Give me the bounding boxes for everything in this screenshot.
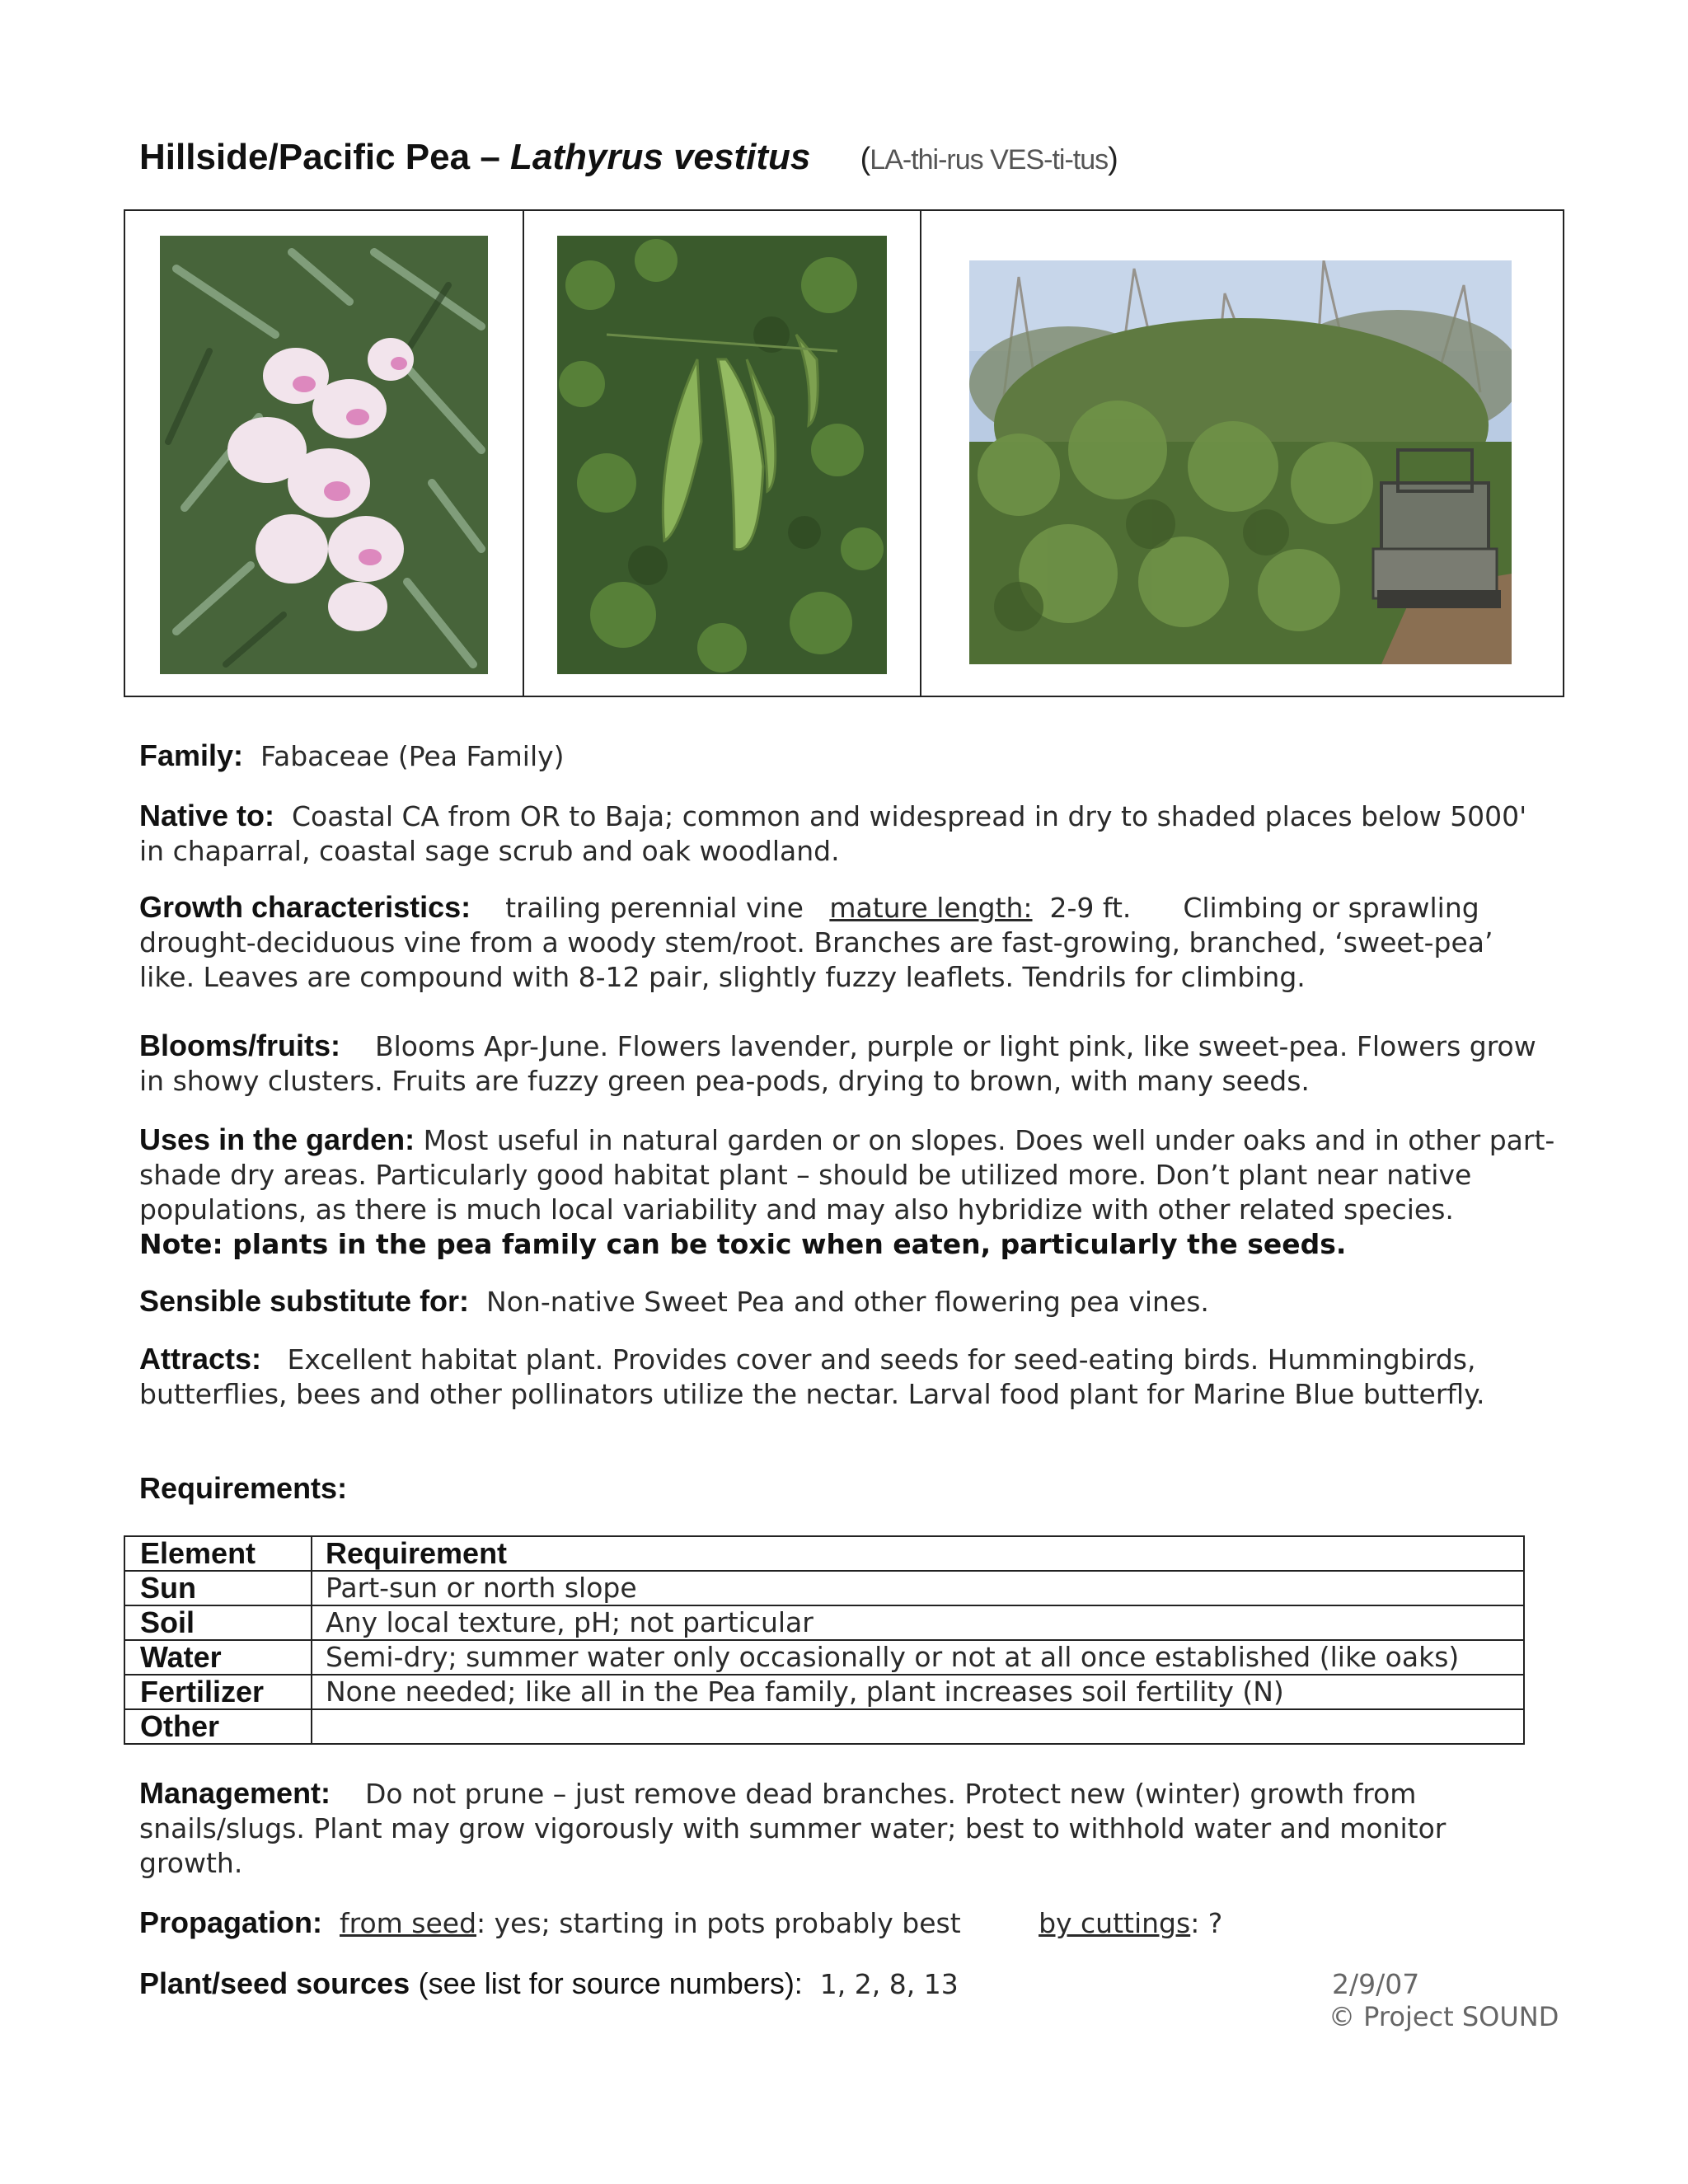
by-cuttings-value: : ? (1190, 1907, 1223, 1939)
by-cuttings-label: by cuttings (1039, 1907, 1191, 1939)
propagation-section (139, 1905, 1557, 1941)
table-row (124, 1605, 1524, 1640)
requirements-heading (139, 1471, 1557, 1507)
photo-cell-flowers (125, 211, 524, 696)
pronunciation: (LA-thi-rus VES-ti-tus) (860, 142, 1118, 176)
requirements-table (124, 1535, 1525, 1745)
element-cell: Sun (124, 1571, 312, 1605)
element-cell: Fertilizer (124, 1675, 312, 1709)
table-row (124, 1709, 1524, 1744)
requirements-label: Requirements: (139, 1471, 348, 1505)
growth-text: Climbing or sprawling drought-deciduous vine from a woody stem/root. Branches are fast-growing, branched, ‘sweet-pea’ like. Leaves are compound with 8-12 pair, slightly fuzzy leaflets. Tendrils for climbing. (139, 892, 1493, 993)
management-label: Management: (139, 1776, 331, 1810)
sources-note: (see list for source numbers): (418, 1966, 803, 2000)
photo-table (124, 209, 1564, 697)
element-cell: Other (124, 1709, 312, 1744)
attracts-text: Excellent habitat plant. Provides cover and seeds for seed-eating birds. Hummingbirds, butterflies, bees and other pollinators utilize the nectar. Larval food plant for Marine Blue butterfly. (139, 1343, 1485, 1410)
from-seed-value: : yes; starting in pots probably best (476, 1907, 961, 1939)
photo-cell-pods (524, 211, 921, 696)
pronunciation-text: LA-thi-rus VES-ti-tus (870, 144, 1109, 176)
substitute-label: Sensible substitute for: (139, 1284, 470, 1318)
toxicity-note: Note: plants in the pea family can be toxic when eaten, particularly the seeds. (139, 1228, 1347, 1260)
family-section (139, 738, 1557, 774)
native-label: Native to: (139, 799, 275, 832)
habitat-photo (969, 260, 1512, 664)
attracts-section (139, 1342, 1557, 1412)
management-text: Do not prune – just remove dead branches. Protect new (winter) growth from snails/slugs. Plant may grow vigorously with summer water; best to withhold water and monitor growth. (139, 1778, 1447, 1879)
element-cell: Soil (124, 1605, 312, 1640)
element-cell: Water (124, 1640, 312, 1675)
growth-label: Growth characteristics: (139, 890, 471, 924)
header-requirement: Requirement (312, 1536, 1524, 1571)
header-element: Element (124, 1536, 312, 1571)
common-name: Hillside/Pacific Pea (139, 137, 471, 177)
management-section (139, 1776, 1557, 1881)
latin-name: Lathyrus vestitus (510, 137, 811, 177)
blooms-label: Blooms/fruits: (139, 1029, 341, 1062)
family-text: Fabaceae (Pea Family) (260, 740, 565, 772)
requirement-cell (312, 1709, 1524, 1744)
growth-section (139, 890, 1557, 995)
table-row (124, 1571, 1524, 1605)
copyright: © Project SOUND (1329, 2001, 1559, 2032)
table-row (124, 1675, 1524, 1709)
native-text: Coastal CA from OR to Baja; common and widespread in dry to shaded places below 5000' in chaparral, coastal sage scrub and oak woodland. (139, 800, 1527, 867)
substitute-text: Non-native Sweet Pea and other flowering pea vines. (486, 1286, 1209, 1318)
requirement-cell: Semi-dry; summer water only occasionally or not at all once established (like oaks) (312, 1640, 1524, 1675)
growth-habit: trailing perennial vine (505, 892, 804, 924)
native-section (139, 799, 1557, 869)
mature-length-value: 2-9 ft. (1049, 892, 1132, 924)
page-title (139, 137, 1118, 178)
from-seed-label: from seed (339, 1907, 477, 1939)
family-label: Family: (139, 738, 244, 772)
table-header-row (124, 1536, 1524, 1571)
photo-cell-habitat (921, 211, 1564, 696)
mature-length-label: mature length: (829, 892, 1033, 924)
uses-text: Most useful in natural garden or on slopes. Does well under oaks and in other part-shade dry areas. Particularly good habitat plant – should be utilized more. Don’t plant near native populations, as there is much local variability and may also hybridize with other related species. (139, 1124, 1555, 1226)
uses-label: Uses in the garden: (139, 1122, 415, 1156)
propagation-label: Propagation: (139, 1905, 322, 1939)
uses-section (139, 1122, 1557, 1262)
requirement-cell: Any local texture, pH; not particular (312, 1605, 1524, 1640)
substitute-section (139, 1284, 1557, 1319)
blooms-text: Blooms Apr-June. Flowers lavender, purple or light pink, like sweet-pea. Flowers grow in showy clusters. Fruits are fuzzy green pea-pods, drying to brown, with many seeds. (139, 1030, 1536, 1097)
pea-pod-photo (557, 236, 887, 674)
title-dash: – (480, 137, 500, 177)
attracts-label: Attracts: (139, 1342, 262, 1376)
revision-date: 2/9/07 (1332, 1968, 1420, 2000)
table-row (124, 1640, 1524, 1675)
blooms-section (139, 1029, 1557, 1099)
requirement-cell: None needed; like all in the Pea family, plant increases soil fertility (N) (312, 1675, 1524, 1709)
requirement-cell: Part-sun or north slope (312, 1571, 1524, 1605)
sources-label: Plant/seed sources (139, 1966, 410, 2000)
sources-section (139, 1966, 1293, 2002)
sources-value: 1, 2, 8, 13 (819, 1968, 959, 2000)
flower-photo (160, 236, 488, 674)
